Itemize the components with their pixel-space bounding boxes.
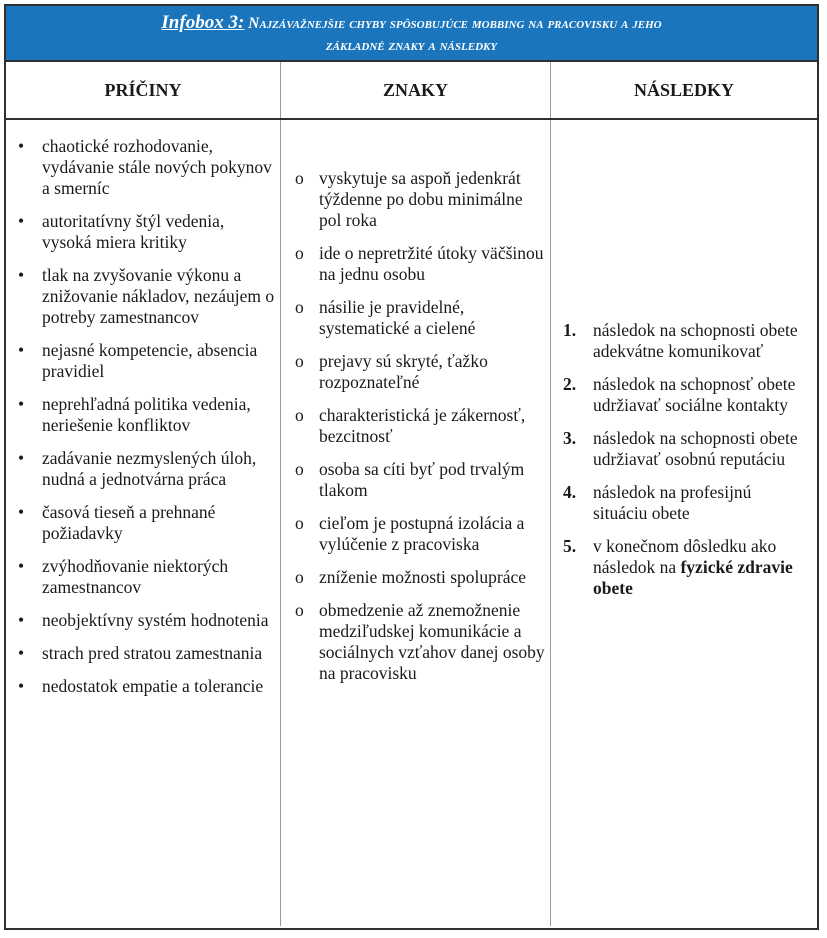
sign-item (295, 567, 546, 588)
bullet-icon: • (18, 502, 25, 522)
cause-item-text: nejasné kompetencie, absencia pravidiel (42, 340, 258, 381)
bullet-icon: o (295, 459, 304, 479)
cause-item-text: zvýhodňovanie niektorých zamestnancov (42, 556, 229, 597)
bullet-icon: o (295, 297, 304, 317)
bullet-icon: • (18, 676, 25, 696)
cause-item (18, 211, 276, 253)
consequence-number: 2. (563, 374, 577, 394)
consequence-number: 5. (563, 536, 577, 556)
sign-item (295, 243, 546, 285)
bullet-icon: o (295, 405, 304, 425)
infobox-title (6, 6, 817, 62)
bullet-icon: o (295, 351, 304, 371)
bullet-icon: • (18, 643, 25, 663)
consequence-emphasis: fyzické zdravie obete (593, 557, 793, 598)
sign-item-text: zníženie možnosti spolupráce (319, 567, 527, 587)
bullet-icon: • (18, 265, 25, 285)
cause-item-text: časová tieseň a prehnané požiadavky (42, 502, 216, 543)
cause-item (18, 265, 276, 328)
sign-item-text: charakteristická je zákernosť, bezcitnosť (319, 405, 526, 446)
cause-item (18, 340, 276, 382)
sign-item-text: obmedzenie až znemožnenie medziľudskej komunikácie a sociálnych vzťahov danej osoby na pracovisku (319, 600, 545, 683)
bullet-icon: o (295, 600, 304, 620)
cause-item-text: zadávanie nezmyslených úloh, nudná a jednotvárna práca (42, 448, 257, 489)
bullet-icon: • (18, 610, 25, 630)
sign-item-text: cieľom je postupná izolácia a vylúčenie z pracoviska (319, 513, 525, 554)
sign-item (295, 297, 546, 339)
bullet-icon: • (18, 556, 25, 576)
cause-item-text: strach pred stratou zamestnania (42, 643, 263, 663)
cause-item (18, 136, 276, 199)
bullet-icon: • (18, 211, 25, 231)
sign-item-text: ide o nepretržité útoky väčšinou na jednu osobu (319, 243, 544, 284)
title-line-1: Najzávažnejšie chyby spôsobujúce mobbing na pracovisku a jeho (248, 15, 662, 32)
sign-item-text: násilie je pravidelné, systematické a cielené (319, 297, 476, 338)
bullet-icon: o (295, 567, 304, 587)
sign-item-text: vyskytuje sa aspoň jedenkrát týždenne po dobu minimálne pol roka (319, 168, 523, 230)
sign-item (295, 351, 546, 393)
header-consequences: NÁSLEDKY (633, 79, 735, 100)
cause-item-text: neprehľadná politika vedenia, neriešenie konfliktov (42, 394, 251, 435)
bullet-icon: • (18, 448, 25, 468)
cause-item-text: autoritatívny štýl vedenia, vysoká miera kritiky (42, 211, 225, 252)
cause-item (18, 610, 276, 631)
consequence-text: následok na schopnosti obete adekvátne komunikovať (593, 320, 798, 361)
sign-item (295, 513, 546, 555)
cause-item (18, 556, 276, 598)
consequences-list (551, 120, 817, 599)
title-line-2: základné znaky a následky (325, 37, 498, 54)
infobox-table (4, 4, 819, 930)
consequence-item (563, 482, 807, 524)
consequence-text: následok na schopnosti obete udržiavať osobnú reputáciu (593, 428, 798, 469)
consequence-text: následok na schopnosť obete udržiavať sociálne kontakty (593, 374, 796, 415)
bullet-icon: • (18, 136, 25, 156)
signs-list (281, 120, 550, 684)
bullet-icon: • (18, 340, 25, 360)
consequence-number: 3. (563, 428, 577, 448)
consequence-item (563, 536, 807, 599)
header-causes: PRÍČINY (6, 62, 281, 118)
sign-item (295, 459, 546, 501)
infobox-label: Infobox 3: (161, 12, 245, 33)
signs-column (281, 120, 551, 926)
sign-item (295, 600, 546, 684)
consequence-item (563, 374, 807, 416)
bullet-icon: • (18, 394, 25, 414)
cause-item-text: nedostatok empatie a tolerancie (42, 676, 264, 696)
cause-item (18, 676, 276, 697)
cause-item (18, 502, 276, 544)
sign-item-text: osoba sa cíti byť pod trvalým tlakom (319, 459, 525, 500)
consequence-item (563, 428, 807, 470)
sign-item (295, 168, 546, 231)
body-row (6, 120, 817, 926)
consequence-number: 1. (563, 320, 577, 340)
bullet-icon: o (295, 168, 304, 188)
cause-item (18, 643, 276, 664)
causes-list (6, 120, 280, 697)
cause-item (18, 448, 276, 490)
cause-item (18, 394, 276, 436)
cause-item-text: neobjektívny systém hodnotenia (42, 610, 269, 630)
header-signs: ZNAKY (281, 62, 551, 118)
consequences-column (551, 120, 817, 926)
cause-item-text: tlak na zvyšovanie výkonu a znižovanie nákladov, nezáujem o potreby zamestnancov (42, 265, 275, 327)
consequence-text: následok na profesijnú situáciu obete (593, 482, 752, 523)
sign-item-text: prejavy sú skryté, ťažko rozpoznateľné (319, 351, 488, 392)
consequence-text: v konečnom dôsledku ako následok na (593, 536, 777, 577)
cause-item-text: chaotické rozhodovanie, vydávanie stále nových pokynov a smerníc (42, 136, 272, 198)
causes-column (6, 120, 281, 926)
consequence-item (563, 320, 807, 362)
consequence-number: 4. (563, 482, 577, 502)
header-row (6, 62, 817, 120)
bullet-icon: o (295, 243, 304, 263)
bullet-icon: o (295, 513, 304, 533)
sign-item (295, 405, 546, 447)
